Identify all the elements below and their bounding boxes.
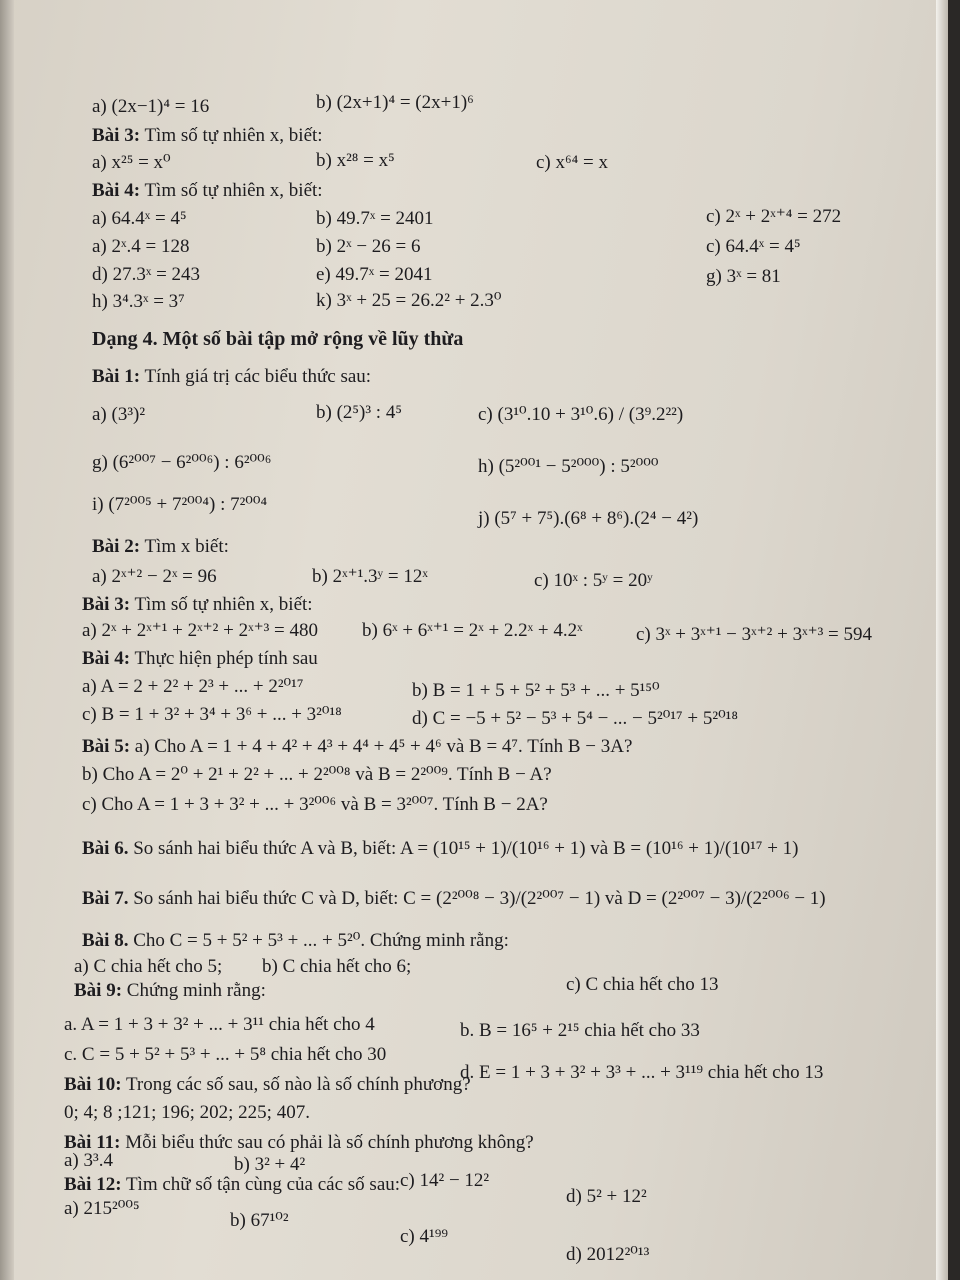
line: c) 14² − 12² <box>400 1170 490 1191</box>
line: i) (7²⁰⁰⁵ + 7²⁰⁰⁴) : 7²⁰⁰⁴ <box>92 494 268 515</box>
line: a) A = 2 + 2² + 2³ + ... + 2²⁰¹⁷ <box>82 676 304 697</box>
line: b) 49.7ˣ = 2401 <box>316 208 434 229</box>
line: c) 64.4ˣ = 4⁵ <box>706 236 801 257</box>
line: b) 3² + 4² <box>234 1154 306 1175</box>
line: g) (6²⁰⁰⁷ − 6²⁰⁰⁶) : 6²⁰⁰⁶ <box>92 452 272 473</box>
line: b) (2x+1)⁴ = (2x+1)⁶ <box>316 92 474 113</box>
line: e) 49.7ˣ = 2041 <box>316 264 433 285</box>
line: c) x⁶⁴ = x <box>536 152 608 173</box>
line: c) (3¹⁰.10 + 3¹⁰.6) / (3⁹.2²²) <box>478 404 684 425</box>
line: d) 27.3ˣ = 243 <box>92 264 201 285</box>
line: 0; 4; 8 ;121; 196; 202; 225; 407. <box>64 1102 310 1123</box>
line: c) C chia hết cho 13 <box>566 974 719 995</box>
page-spine <box>0 0 14 1280</box>
line: b) 2ˣ⁺¹.3ʸ = 12ˣ <box>312 566 428 587</box>
line: c) 4¹⁹⁹ <box>400 1226 448 1247</box>
line: Bài 2: Tìm x biết: <box>92 536 229 557</box>
line: d) C = −5 + 5² − 5³ + 5⁴ − ... − 5²⁰¹⁷ + 5²⁰¹⁸ <box>412 708 739 729</box>
line: Bài 3: Tìm số tự nhiên x, biết: <box>92 125 323 146</box>
line: a) (2x−1)⁴ = 16 <box>92 96 210 117</box>
line: Bài 12: Tìm chữ số tận cùng của các số sau: <box>64 1174 401 1195</box>
line: a) 2ˣ⁺² − 2ˣ = 96 <box>92 566 217 587</box>
line: Bài 7. So sánh hai biểu thức C và D, biết: C = (2²⁰⁰⁸ − 3)/(2²⁰⁰⁷ − 1) và D = (2²⁰⁰⁷ − 3)/(2²⁰⁰⁶ − 1) <box>82 888 826 909</box>
section-title: Dạng 4. Một số bài tập mở rộng về lũy thừa <box>92 328 464 350</box>
line: a) 215²⁰⁰⁵ <box>64 1198 140 1219</box>
line: b) 2ˣ − 26 = 6 <box>316 236 421 257</box>
line: c) 2ˣ + 2ˣ⁺⁴ = 272 <box>706 206 842 227</box>
line: a) 2ˣ.4 = 128 <box>92 236 190 257</box>
line: d) 5² + 12² <box>566 1186 647 1207</box>
line: Bài 4: Thực hiện phép tính sau <box>82 648 318 669</box>
line: h) 3⁴.3ˣ = 3⁷ <box>92 291 185 312</box>
line: b) Cho A = 2⁰ + 2¹ + 2² + ... + 2²⁰⁰⁸ và B = 2²⁰⁰⁹. Tính B − A? <box>82 764 552 785</box>
line: Bài 9: Chứng minh rằng: <box>74 980 266 1001</box>
line: a) x²⁵ = x⁰ <box>92 152 171 173</box>
line: Bài 1: Tính giá trị các biểu thức sau: <box>92 366 372 387</box>
line: c) 3ˣ + 3ˣ⁺¹ − 3ˣ⁺² + 3ˣ⁺³ = 594 <box>636 624 873 645</box>
line: b) 67¹⁰² <box>230 1210 289 1231</box>
line: c. C = 5 + 5² + 5³ + ... + 5⁸ chia hết cho 30 <box>64 1044 387 1065</box>
line: a) 3³.4 <box>64 1150 113 1171</box>
line: c) B = 1 + 3² + 3⁴ + 3⁶ + ... + 3²⁰¹⁸ <box>82 704 342 725</box>
line: b) x²⁸ = x⁵ <box>316 150 395 171</box>
line: b) (2⁵)³ : 4⁵ <box>316 402 402 423</box>
line: d. E = 1 + 3 + 3² + 3³ + ... + 3¹¹⁹ chia hết cho 13 <box>460 1062 824 1083</box>
line: d) 2012²⁰¹³ <box>566 1244 650 1265</box>
line: Bài 5: a) Cho A = 1 + 4 + 4² + 4³ + 4⁴ + 4⁵ + 4⁶ và B = 4⁷. Tính B − 3A? <box>82 736 633 757</box>
line: b) B = 1 + 5 + 5² + 5³ + ... + 5¹⁵⁰ <box>412 680 660 701</box>
line: Bài 8. Cho C = 5 + 5² + 5³ + ... + 5²⁰. Chứng minh rằng: <box>82 930 509 951</box>
line: a) 2ˣ + 2ˣ⁺¹ + 2ˣ⁺² + 2ˣ⁺³ = 480 <box>82 620 319 641</box>
page-edge <box>936 0 948 1280</box>
line: Bài 10: Trong các số sau, số nào là số chính phương? <box>64 1074 471 1095</box>
line: b) C chia hết cho 6; <box>262 956 412 977</box>
line: b) 6ˣ + 6ˣ⁺¹ = 2ˣ + 2.2ˣ + 4.2ˣ <box>362 620 583 641</box>
line: Bài 11: Mỗi biểu thức sau có phải là số chính phương không? <box>64 1132 534 1153</box>
line: c) 10ˣ : 5ʸ = 20ʸ <box>534 570 653 591</box>
line: j) (5⁷ + 7⁵).(6⁸ + 8⁶).(2⁴ − 4²) <box>478 508 699 529</box>
line: Bài 3: Tìm số tự nhiên x, biết: <box>82 594 313 615</box>
line: g) 3ˣ = 81 <box>706 266 781 287</box>
line: k) 3ˣ + 25 = 26.2² + 2.3⁰ <box>316 290 502 311</box>
line: Bài 4: Tìm số tự nhiên x, biết: <box>92 180 323 201</box>
line: a) (3³)² <box>92 404 146 425</box>
line: a) C chia hết cho 5; <box>74 956 223 977</box>
line: Bài 6. So sánh hai biểu thức A và B, biết: A = (10¹⁵ + 1)/(10¹⁶ + 1) và B = (10¹⁶ + 1)/(10¹⁷ + 1) <box>82 838 799 859</box>
line: b. B = 16⁵ + 2¹⁵ chia hết cho 33 <box>460 1020 700 1041</box>
line: c) Cho A = 1 + 3 + 3² + ... + 3²⁰⁰⁶ và B = 3²⁰⁰⁷. Tính B − 2A? <box>82 794 548 815</box>
line: a) 64.4ˣ = 4⁵ <box>92 208 187 229</box>
line: h) (5²⁰⁰¹ − 5²⁰⁰⁰) : 5²⁰⁰⁰ <box>478 456 659 477</box>
line: a. A = 1 + 3 + 3² + ... + 3¹¹ chia hết cho 4 <box>64 1014 375 1035</box>
